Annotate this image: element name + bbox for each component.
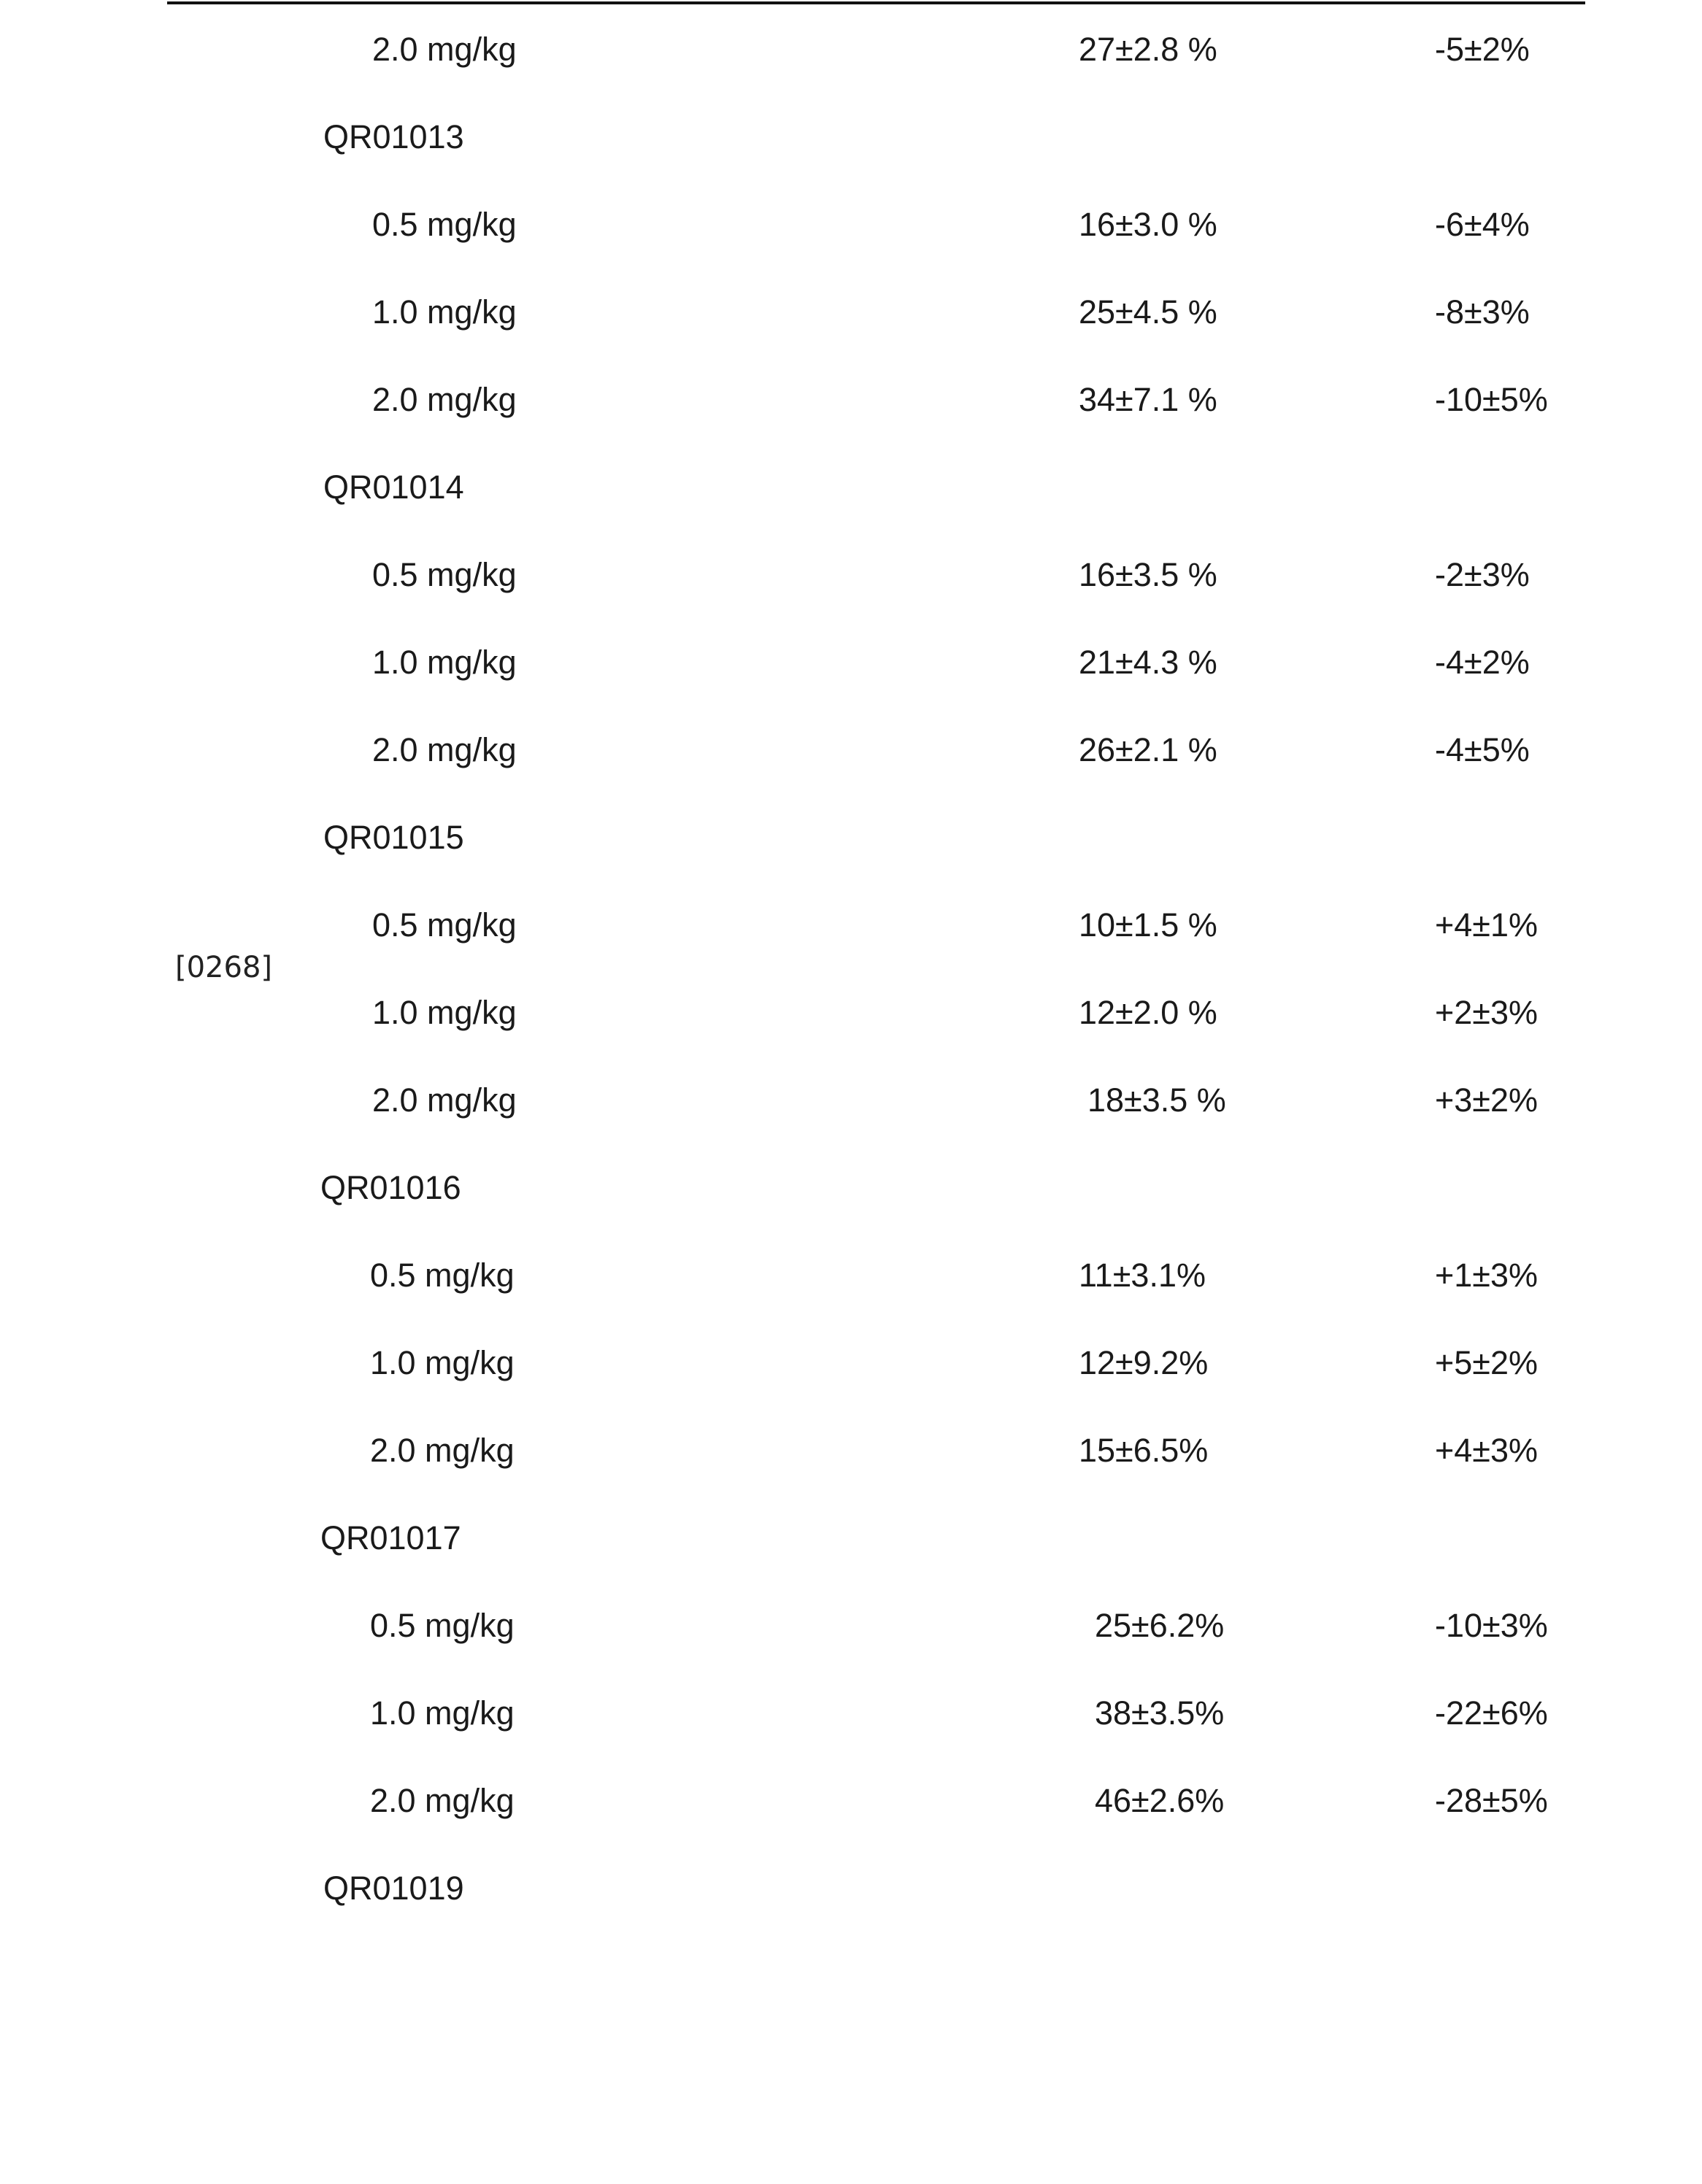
inhibition-cell: 46±2.6%: [1095, 1782, 1225, 1819]
table-row: [0, 1429, 1702, 1473]
inhibition-cell: 21±4.3 %: [1079, 644, 1217, 681]
change-cell: -10±3%: [1435, 1607, 1548, 1644]
compound-row: [0, 1516, 1702, 1560]
compound-name: QR01016: [320, 1169, 461, 1206]
change-cell: -4±2%: [1435, 644, 1530, 681]
change-cell: -5±2%: [1435, 31, 1530, 68]
compound-name: QR01015: [323, 819, 464, 856]
table-row: [0, 1604, 1702, 1648]
inhibition-cell: 12±2.0 %: [1079, 994, 1217, 1031]
table-row: [0, 728, 1702, 772]
dose-cell: 0.5 mg/kg: [372, 906, 517, 944]
table-row: [0, 1779, 1702, 1823]
inhibition-cell: 15±6.5%: [1079, 1432, 1209, 1469]
table-row: [0, 903, 1702, 947]
table-row: [0, 1254, 1702, 1297]
compound-row: [0, 115, 1702, 159]
inhibition-cell: 16±3.5 %: [1079, 556, 1217, 593]
table-row: [0, 203, 1702, 247]
dose-cell: 1.0 mg/kg: [372, 293, 517, 331]
dose-cell: 1.0 mg/kg: [372, 644, 517, 681]
table-row: [0, 378, 1702, 422]
inhibition-cell: 26±2.1 %: [1079, 731, 1217, 768]
change-cell: -2±3%: [1435, 556, 1530, 593]
dose-cell: 0.5 mg/kg: [372, 206, 517, 243]
table-row: [0, 553, 1702, 597]
dose-cell: 2.0 mg/kg: [370, 1782, 515, 1819]
table-row: [0, 991, 1702, 1035]
change-cell: +3±2%: [1435, 1081, 1539, 1119]
table-row: [0, 1341, 1702, 1385]
change-cell: +4±1%: [1435, 906, 1539, 944]
change-cell: +4±3%: [1435, 1432, 1539, 1469]
compound-name: QR01017: [320, 1519, 461, 1556]
dose-cell: 2.0 mg/kg: [372, 1081, 517, 1119]
table-top-rule: [167, 1, 1585, 4]
table-row: [0, 1079, 1702, 1122]
inhibition-cell: 27±2.8 %: [1079, 31, 1217, 68]
change-cell: +5±2%: [1435, 1344, 1539, 1381]
inhibition-cell: 16±3.0 %: [1079, 206, 1217, 243]
dose-cell: 0.5 mg/kg: [370, 1607, 515, 1644]
dose-cell: 1.0 mg/kg: [370, 1694, 515, 1732]
dose-cell: 1.0 mg/kg: [370, 1344, 515, 1381]
change-cell: -28±5%: [1435, 1782, 1548, 1819]
table-row: [0, 290, 1702, 334]
inhibition-cell: 12±9.2%: [1079, 1344, 1209, 1381]
inhibition-cell: 11±3.1%: [1079, 1257, 1206, 1294]
dose-cell: 1.0 mg/kg: [372, 994, 517, 1031]
inhibition-cell: 38±3.5%: [1095, 1694, 1225, 1732]
change-cell: +2±3%: [1435, 994, 1539, 1031]
paragraph-number: [0268]: [175, 951, 273, 984]
compound-name: QR01019: [323, 1869, 464, 1907]
inhibition-cell: 25±4.5 %: [1079, 293, 1217, 331]
inhibition-cell: 34±7.1 %: [1079, 381, 1217, 418]
change-cell: -8±3%: [1435, 293, 1530, 331]
change-cell: -6±4%: [1435, 206, 1530, 243]
change-cell: -4±5%: [1435, 731, 1530, 768]
dose-cell: 2.0 mg/kg: [372, 381, 517, 418]
dose-cell: 0.5 mg/kg: [372, 556, 517, 593]
compound-name: QR01014: [323, 468, 464, 506]
inhibition-cell: 18±3.5 %: [1087, 1081, 1226, 1119]
table-row: [0, 1691, 1702, 1735]
inhibition-cell: 25±6.2%: [1095, 1607, 1225, 1644]
compound-name: QR01013: [323, 118, 464, 155]
compound-row: [0, 1166, 1702, 1210]
change-cell: -22±6%: [1435, 1694, 1548, 1732]
dose-cell: 2.0 mg/kg: [372, 731, 517, 768]
table-row: [0, 641, 1702, 684]
compound-row: [0, 816, 1702, 860]
compound-row: [0, 466, 1702, 509]
compound-row: [0, 1867, 1702, 1910]
dose-cell: 2.0 mg/kg: [372, 31, 517, 68]
change-cell: -10±5%: [1435, 381, 1548, 418]
inhibition-cell: 10±1.5 %: [1079, 906, 1217, 944]
change-cell: +1±3%: [1435, 1257, 1539, 1294]
table-row: [0, 28, 1702, 72]
dose-cell: 2.0 mg/kg: [370, 1432, 515, 1469]
dose-cell: 0.5 mg/kg: [370, 1257, 515, 1294]
